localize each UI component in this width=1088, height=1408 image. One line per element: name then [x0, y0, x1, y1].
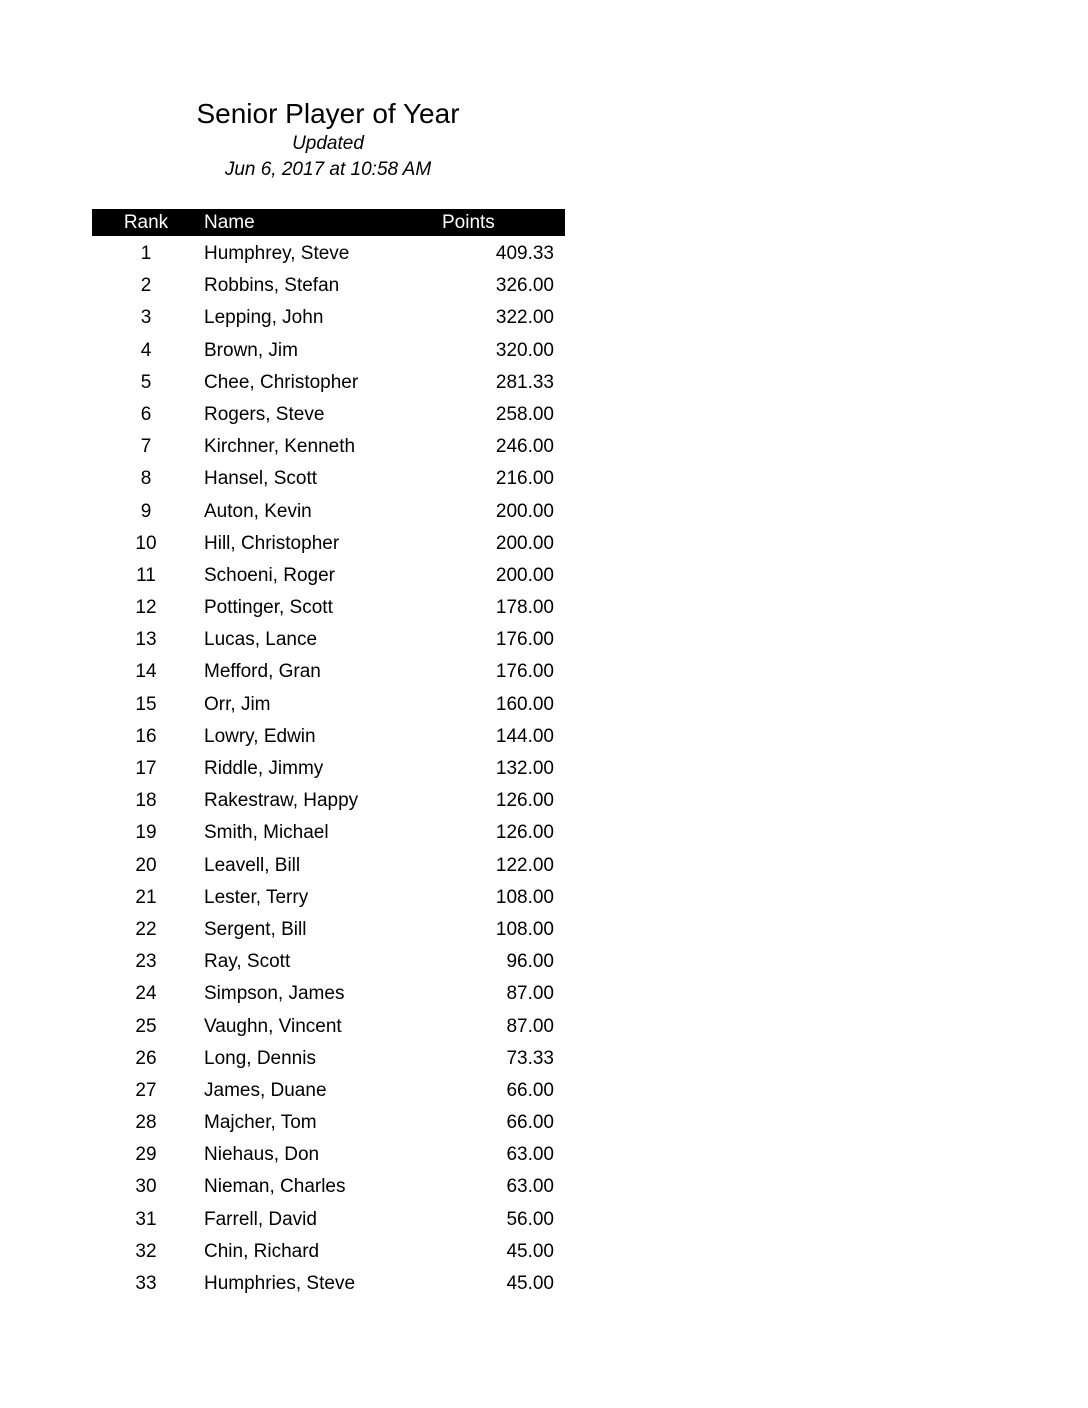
points-cell: 96.00 [506, 951, 554, 973]
name-cell: Simpson, James [204, 983, 345, 1005]
table-row [92, 946, 565, 978]
page-title: Senior Player of Year [196, 98, 460, 129]
standings-table [92, 238, 565, 1300]
rank-cell: 16 [135, 725, 157, 747]
rank-cell: 28 [135, 1112, 157, 1134]
points-cell: 63.00 [506, 1176, 554, 1198]
rank-cell: 25 [135, 1015, 157, 1037]
rank-cell: 13 [135, 629, 157, 651]
table-row [92, 689, 565, 721]
table-row [92, 560, 565, 592]
points-cell: 200.00 [495, 500, 554, 522]
rank-cell: 32 [135, 1240, 157, 1262]
points-cell: 216.00 [495, 468, 554, 490]
rank-cell: 27 [135, 1079, 157, 1101]
table-row [92, 270, 565, 302]
rank-cell: 20 [135, 854, 157, 876]
table-row [92, 592, 565, 624]
header-points: Points [442, 212, 495, 233]
points-cell: 108.00 [495, 918, 554, 940]
rank-cell: 4 [140, 339, 152, 361]
name-cell: Rogers, Steve [204, 403, 325, 425]
table-row [92, 463, 565, 495]
name-cell: Hill, Christopher [204, 532, 340, 554]
table-row [92, 399, 565, 431]
points-cell: 320.00 [495, 339, 554, 361]
points-cell: 246.00 [495, 436, 554, 458]
table-row [92, 817, 565, 849]
name-cell: Robbins, Stefan [204, 275, 340, 297]
table-row [92, 1204, 565, 1236]
table-row [92, 1107, 565, 1139]
table-row [92, 1236, 565, 1268]
points-cell: 108.00 [495, 886, 554, 908]
table-row [92, 1075, 565, 1107]
rank-cell: 26 [135, 1047, 157, 1069]
name-cell: Brown, Jim [204, 339, 298, 361]
points-cell: 132.00 [495, 758, 554, 779]
name-cell: Long, Dennis [204, 1047, 316, 1069]
points-cell: 176.00 [495, 629, 554, 651]
name-cell: Smith, Michael [204, 822, 329, 844]
rank-cell: 29 [135, 1144, 157, 1166]
rank-cell: 22 [135, 918, 157, 940]
rank-cell: 15 [135, 693, 157, 715]
rank-cell: 5 [140, 371, 152, 393]
name-cell: Rakestraw, Happy [204, 790, 359, 812]
rank-cell: 12 [135, 597, 157, 619]
rank-cell: 19 [135, 822, 157, 844]
name-cell: Ray, Scott [204, 951, 291, 973]
points-cell: 322.00 [495, 307, 554, 329]
rank-cell: 24 [135, 983, 157, 1005]
points-cell: 73.33 [506, 1047, 554, 1069]
updated-label: Updated [292, 133, 364, 154]
table-row [92, 624, 565, 656]
name-cell: Lepping, John [204, 307, 324, 329]
points-cell: 87.00 [506, 1015, 554, 1037]
table-row [92, 238, 565, 270]
name-cell: James, Duane [204, 1079, 327, 1101]
name-cell: Schoeni, Roger [204, 564, 335, 586]
rank-cell: 10 [135, 532, 157, 554]
rank-cell: 6 [140, 403, 152, 425]
name-cell: Sergent, Bill [204, 918, 307, 940]
table-row [92, 335, 565, 367]
rank-cell: 17 [135, 758, 157, 779]
table-row [92, 753, 565, 785]
table-row [92, 656, 565, 688]
points-cell: 200.00 [495, 532, 554, 554]
name-cell: Farrell, David [204, 1208, 317, 1230]
points-cell: 258.00 [495, 403, 554, 425]
rank-cell: 23 [135, 951, 157, 973]
table-row [92, 914, 565, 946]
rank-cell: 21 [135, 886, 157, 908]
rank-cell: 8 [140, 468, 152, 490]
points-cell: 281.33 [495, 371, 554, 393]
name-cell: Pottinger, Scott [204, 597, 333, 619]
points-cell: 45.00 [506, 1240, 554, 1262]
points-cell: 56.00 [506, 1208, 554, 1230]
table-row [92, 785, 565, 817]
points-cell: 126.00 [495, 822, 554, 844]
points-cell: 66.00 [506, 1079, 554, 1101]
points-cell: 160.00 [495, 693, 554, 715]
points-cell: 45.00 [506, 1273, 554, 1294]
rank-cell: 3 [140, 307, 152, 329]
points-cell: 122.00 [495, 854, 554, 876]
points-cell: 87.00 [506, 983, 554, 1005]
table-row [92, 1139, 565, 1171]
name-cell: Vaughn, Vincent [204, 1015, 342, 1037]
name-cell: Auton, Kevin [204, 500, 312, 522]
rank-cell: 7 [140, 436, 152, 458]
rank-cell: 18 [135, 790, 157, 812]
rank-cell: 1 [140, 243, 152, 264]
table-row [92, 850, 565, 882]
name-cell: Niehaus, Don [204, 1144, 320, 1166]
table-row [92, 978, 565, 1010]
rank-cell: 14 [135, 661, 157, 683]
points-cell: 63.00 [506, 1144, 554, 1166]
table-row [92, 882, 565, 914]
rank-cell: 11 [136, 564, 156, 586]
name-cell: Orr, Jim [204, 693, 271, 715]
name-cell: Nieman, Charles [204, 1176, 346, 1198]
points-cell: 326.00 [495, 275, 554, 297]
table-row [92, 302, 565, 334]
points-cell: 200.00 [495, 564, 554, 586]
table-row [92, 1268, 565, 1300]
points-cell: 126.00 [495, 790, 554, 812]
table-row [92, 721, 565, 753]
points-cell: 144.00 [495, 725, 554, 747]
header-name: Name [204, 212, 255, 233]
name-cell: Lester, Terry [204, 886, 309, 908]
rank-cell: 33 [135, 1273, 157, 1294]
points-cell: 176.00 [495, 661, 554, 683]
table-header [92, 209, 565, 236]
table-row [92, 496, 565, 528]
name-cell: Humphrey, Steve [204, 243, 350, 264]
table-row [92, 1011, 565, 1043]
name-cell: Lowry, Edwin [204, 725, 316, 747]
points-cell: 66.00 [506, 1112, 554, 1134]
rank-cell: 30 [135, 1176, 157, 1198]
rank-cell: 31 [135, 1208, 157, 1230]
header-rank: Rank [123, 212, 169, 233]
table-row [92, 1171, 565, 1203]
name-cell: Chin, Richard [204, 1240, 320, 1262]
points-cell: 409.33 [495, 243, 554, 264]
rank-cell: 2 [140, 275, 152, 297]
name-cell: Hansel, Scott [204, 468, 317, 490]
name-cell: Chee, Christopher [204, 371, 359, 393]
points-cell: 178.00 [495, 597, 554, 619]
table-row [92, 367, 565, 399]
name-cell: Mefford, Gran [204, 661, 321, 683]
table-row [92, 1043, 565, 1075]
name-cell: Humphries, Steve [204, 1273, 356, 1294]
table-row [92, 431, 565, 463]
name-cell: Kirchner, Kenneth [204, 436, 356, 458]
table-row [92, 528, 565, 560]
name-cell: Lucas, Lance [204, 629, 318, 651]
updated-date: Jun 6, 2017 at 10:58 AM [224, 159, 432, 180]
name-cell: Majcher, Tom [204, 1112, 317, 1134]
name-cell: Leavell, Bill [204, 854, 301, 876]
name-cell: Riddle, Jimmy [204, 758, 324, 779]
rank-cell: 9 [140, 500, 152, 522]
